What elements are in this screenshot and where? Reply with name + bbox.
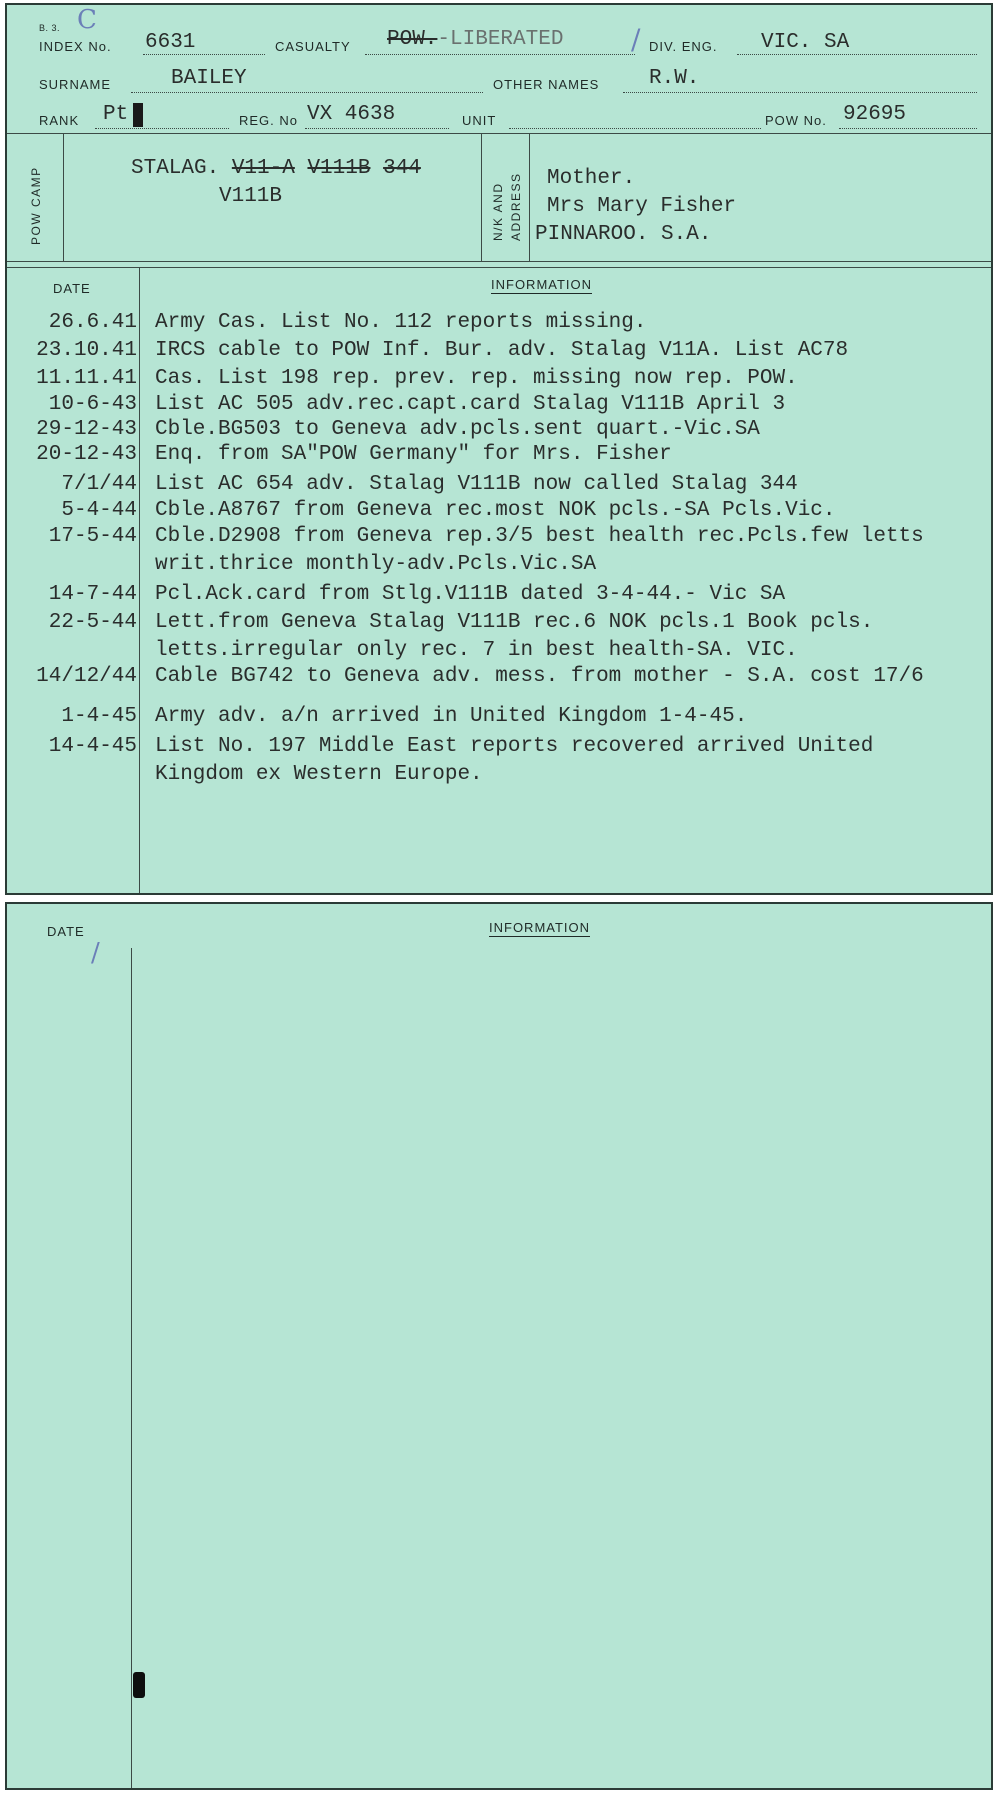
entry-text: letts.irregular only rec. 7 in best health-SA. VIC.: [155, 639, 798, 662]
nok-line-1: Mother.: [547, 167, 636, 190]
camp-current: V111B: [219, 185, 283, 208]
camp-struck-3: 344: [383, 157, 421, 180]
entry-text: List AC 505 adv.rec.capt.card Stalag V111B April 3: [155, 393, 786, 416]
entry-date: 1-4-45: [61, 705, 137, 728]
entry-date: 11.11.41: [36, 367, 137, 390]
camp-struck-1: V11-A: [231, 157, 295, 180]
entry-date: 14-7-44: [48, 583, 137, 606]
pow-no-label: POW No.: [765, 113, 827, 128]
casualty-value: -LIBERATED: [437, 28, 564, 51]
camp-struck-2: V111B: [307, 157, 371, 180]
rank-label: RANK: [39, 113, 80, 128]
pencil-tick: /: [631, 23, 641, 56]
pow-no-value: 92695: [843, 103, 907, 126]
entry-text: Army Cas. List No. 112 reports missing.: [155, 311, 647, 334]
record-card-front: [5, 3, 993, 895]
reg-no-value: VX 4638: [307, 103, 396, 126]
entry-text: writ.thrice monthly-adv.Pcls.Vic.SA: [155, 553, 597, 576]
entry-date: 26.6.41: [48, 311, 137, 334]
camp-prefix: STALAG.: [131, 157, 220, 180]
entry-date: 7/1/44: [61, 473, 137, 496]
entry-text: Cble.BG503 to Geneva adv.pcls.sent quart.-Vic.SA: [155, 418, 760, 441]
entry-date: 23.10.41: [36, 339, 137, 362]
surname-label: SURNAME: [39, 77, 112, 92]
pencil-tick-back: /: [91, 938, 100, 968]
entry-text: Cas. List 198 rep. prev. rep. missing now rep. POW.: [155, 367, 798, 390]
entry-text: Cble.D2908 from Geneva rep.3/5 best health rec.Pcls.few letts: [155, 525, 924, 548]
entry-text: Cble.A8767 from Geneva rec.most NOK pcls.-SA Pcls.Vic.: [155, 499, 836, 522]
surname-value: BAILEY: [171, 67, 247, 90]
entry-date: 14-4-45: [48, 735, 137, 758]
entry-text: Army adv. a/n arrived in United Kingdom 1-4-45.: [155, 705, 748, 728]
index-no-label: INDEX No.: [39, 39, 112, 54]
entry-date: 20-12-43: [36, 443, 137, 466]
back-date-header: DATE: [47, 924, 85, 939]
nok-line-2: Mrs Mary Fisher: [547, 195, 737, 218]
entry-text: Lett.from Geneva Stalag V111B rec.6 NOK pcls.1 Book pcls.: [155, 611, 874, 634]
div-eng-label: DIV. ENG.: [649, 39, 718, 54]
entry-date: 22-5-44: [48, 611, 137, 634]
casualty-struck: POW.: [387, 28, 438, 51]
reg-no-label: REG. No: [239, 113, 299, 128]
entry-text: List AC 654 adv. Stalag V111B now called Stalag 344: [155, 473, 798, 496]
other-names-value: R.W.: [649, 67, 700, 90]
entry-text: Enq. from SA"POW Germany" for Mrs. Fisher: [155, 443, 672, 466]
rank-value: Pt: [103, 103, 129, 126]
unit-label: UNIT: [462, 113, 497, 128]
div-eng-value: VIC. SA: [761, 31, 850, 54]
address-label: ADDRESS: [509, 172, 523, 241]
information-header: INFORMATION: [491, 277, 593, 292]
entry-text: IRCS cable to POW Inf. Bur. adv. Stalag V11A. List AC78: [155, 339, 849, 362]
entry-text: List No. 197 Middle East reports recovered arrived United: [155, 735, 874, 758]
other-names-label: OTHER NAMES: [493, 77, 600, 92]
pencil-mark-c: C: [77, 5, 97, 35]
punch-hole: [133, 1672, 145, 1698]
entry-date: 10-6-43: [48, 393, 137, 416]
back-information-header: INFORMATION: [489, 920, 591, 935]
casualty-label: CASUALTY: [275, 39, 351, 54]
pow-camp-label: POW CAMP: [29, 166, 43, 245]
entry-text: Kingdom ex Western Europe.: [155, 763, 483, 786]
nok-line-3: PINNAROO. S.A.: [535, 223, 712, 246]
date-header: DATE: [53, 281, 91, 296]
entry-text: Pcl.Ack.card from Stlg.V111B dated 3-4-44.- Vic SA: [155, 583, 786, 606]
entry-text: Cable BG742 to Geneva adv. mess. from mother - S.A. cost 17/6: [155, 665, 924, 688]
record-card-back: [5, 902, 993, 1790]
entry-date: 17-5-44: [48, 525, 137, 548]
index-no-value: 6631: [145, 31, 196, 54]
entry-date: 5-4-44: [61, 499, 137, 522]
entry-date: 29-12-43: [36, 418, 137, 441]
nk-and-label: N/K AND: [491, 182, 505, 241]
entry-date: 14/12/44: [36, 665, 137, 688]
form-code: B. 3.: [39, 23, 61, 33]
